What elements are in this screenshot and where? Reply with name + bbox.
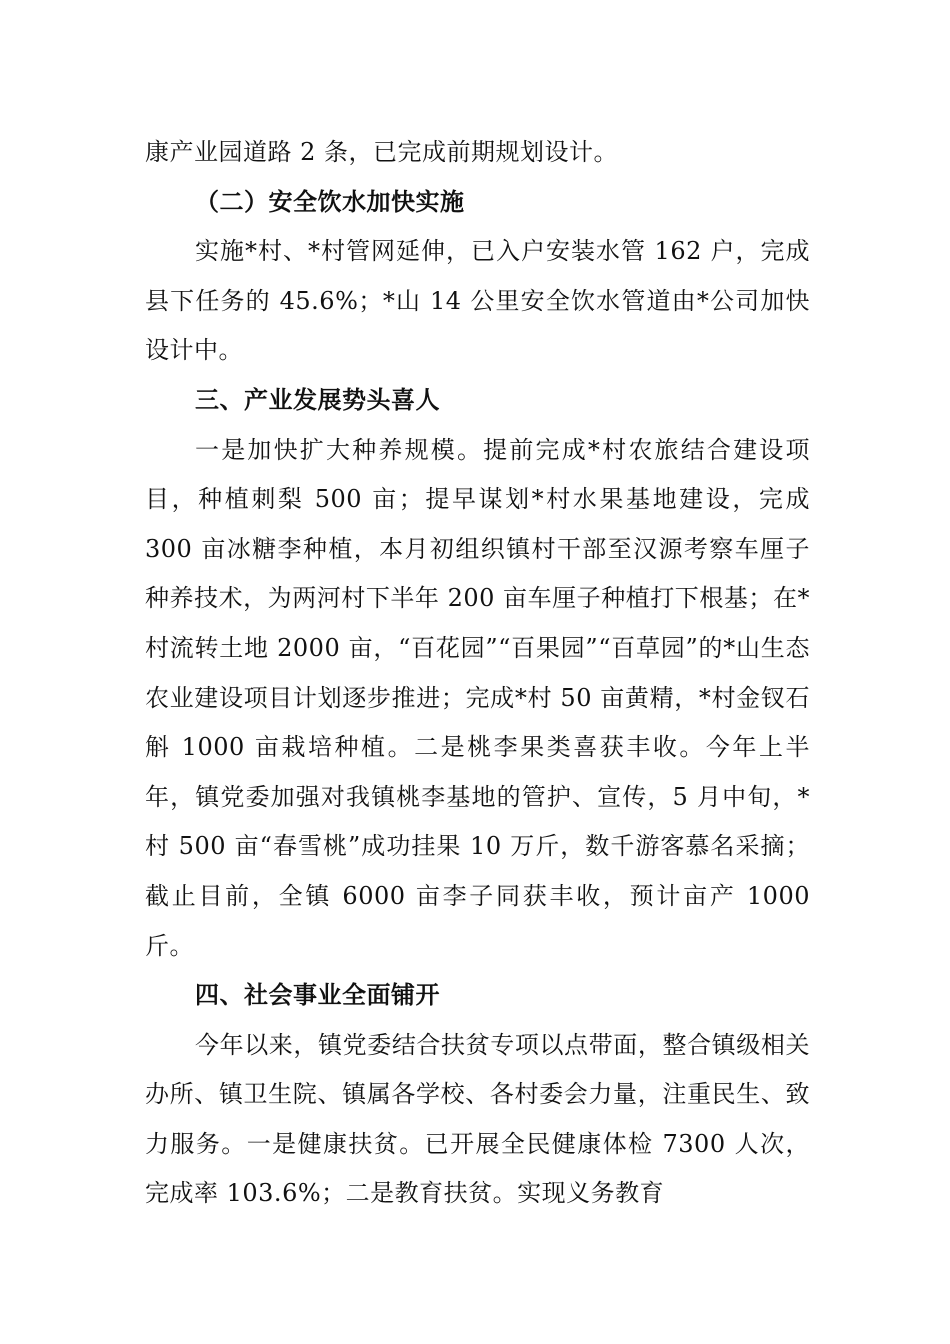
subheading-safe-water: （二）安全饮水加快实施 <box>195 187 465 216</box>
paragraph-social-undertakings: 今年以来，镇党委结合扶贫专项以点带面，整合镇级相关办所、镇卫生院、镇属各学校、各村委会力量，注重民生、致力服务。一是健康扶贫。已开展全民健康体检 7300 人次，完成率 103.6%；二是教育扶贫。实现义务教育 <box>145 1030 810 1208</box>
heading-social-undertakings: 四、社会事业全面铺开 <box>195 981 440 1010</box>
heading-industry-development: 三、产业发展势头喜人 <box>195 385 440 414</box>
paragraph-safe-water: 实施*村、*村管网延伸，已入户安装水管 162 户，完成县下任务的 45.6%；*山 14 公里安全饮水管道由*公司加快设计中。 <box>145 237 810 365</box>
paragraph-industry-development: 一是加快扩大种养规模。提前完成*村农旅结合建设项目，种植刺梨 500 亩；提早谋划*村水果基地建设，完成 300 亩冰糖李种植，本月初组织镇村干部至汉源考察车厘子种养技术，为两河村下半年 200 亩车厘子种植打下根基；在*村流转土地 2000 亩，“百花园”“百果园”“百草园”的*山生态农业建设项目计划逐步推进；完成*村 50 亩黄精，*村金钗石斛 1000 亩栽培种植。二是桃李果类喜获丰收。今年上半年，镇党委加强对我镇桃李基地的管护、宣传，5 月中旬，*村 500 亩“春雪桃”成功挂果 10 万斤，数千游客慕名采摘；截止目前，全镇 6000 亩李子同获丰收，预计亩产 1000 斤。 <box>145 435 810 960</box>
document-body <box>145 128 810 1219</box>
paragraph-road-plan: 康产业园道路 2 条，已完成前期规划设计。 <box>145 138 619 166</box>
